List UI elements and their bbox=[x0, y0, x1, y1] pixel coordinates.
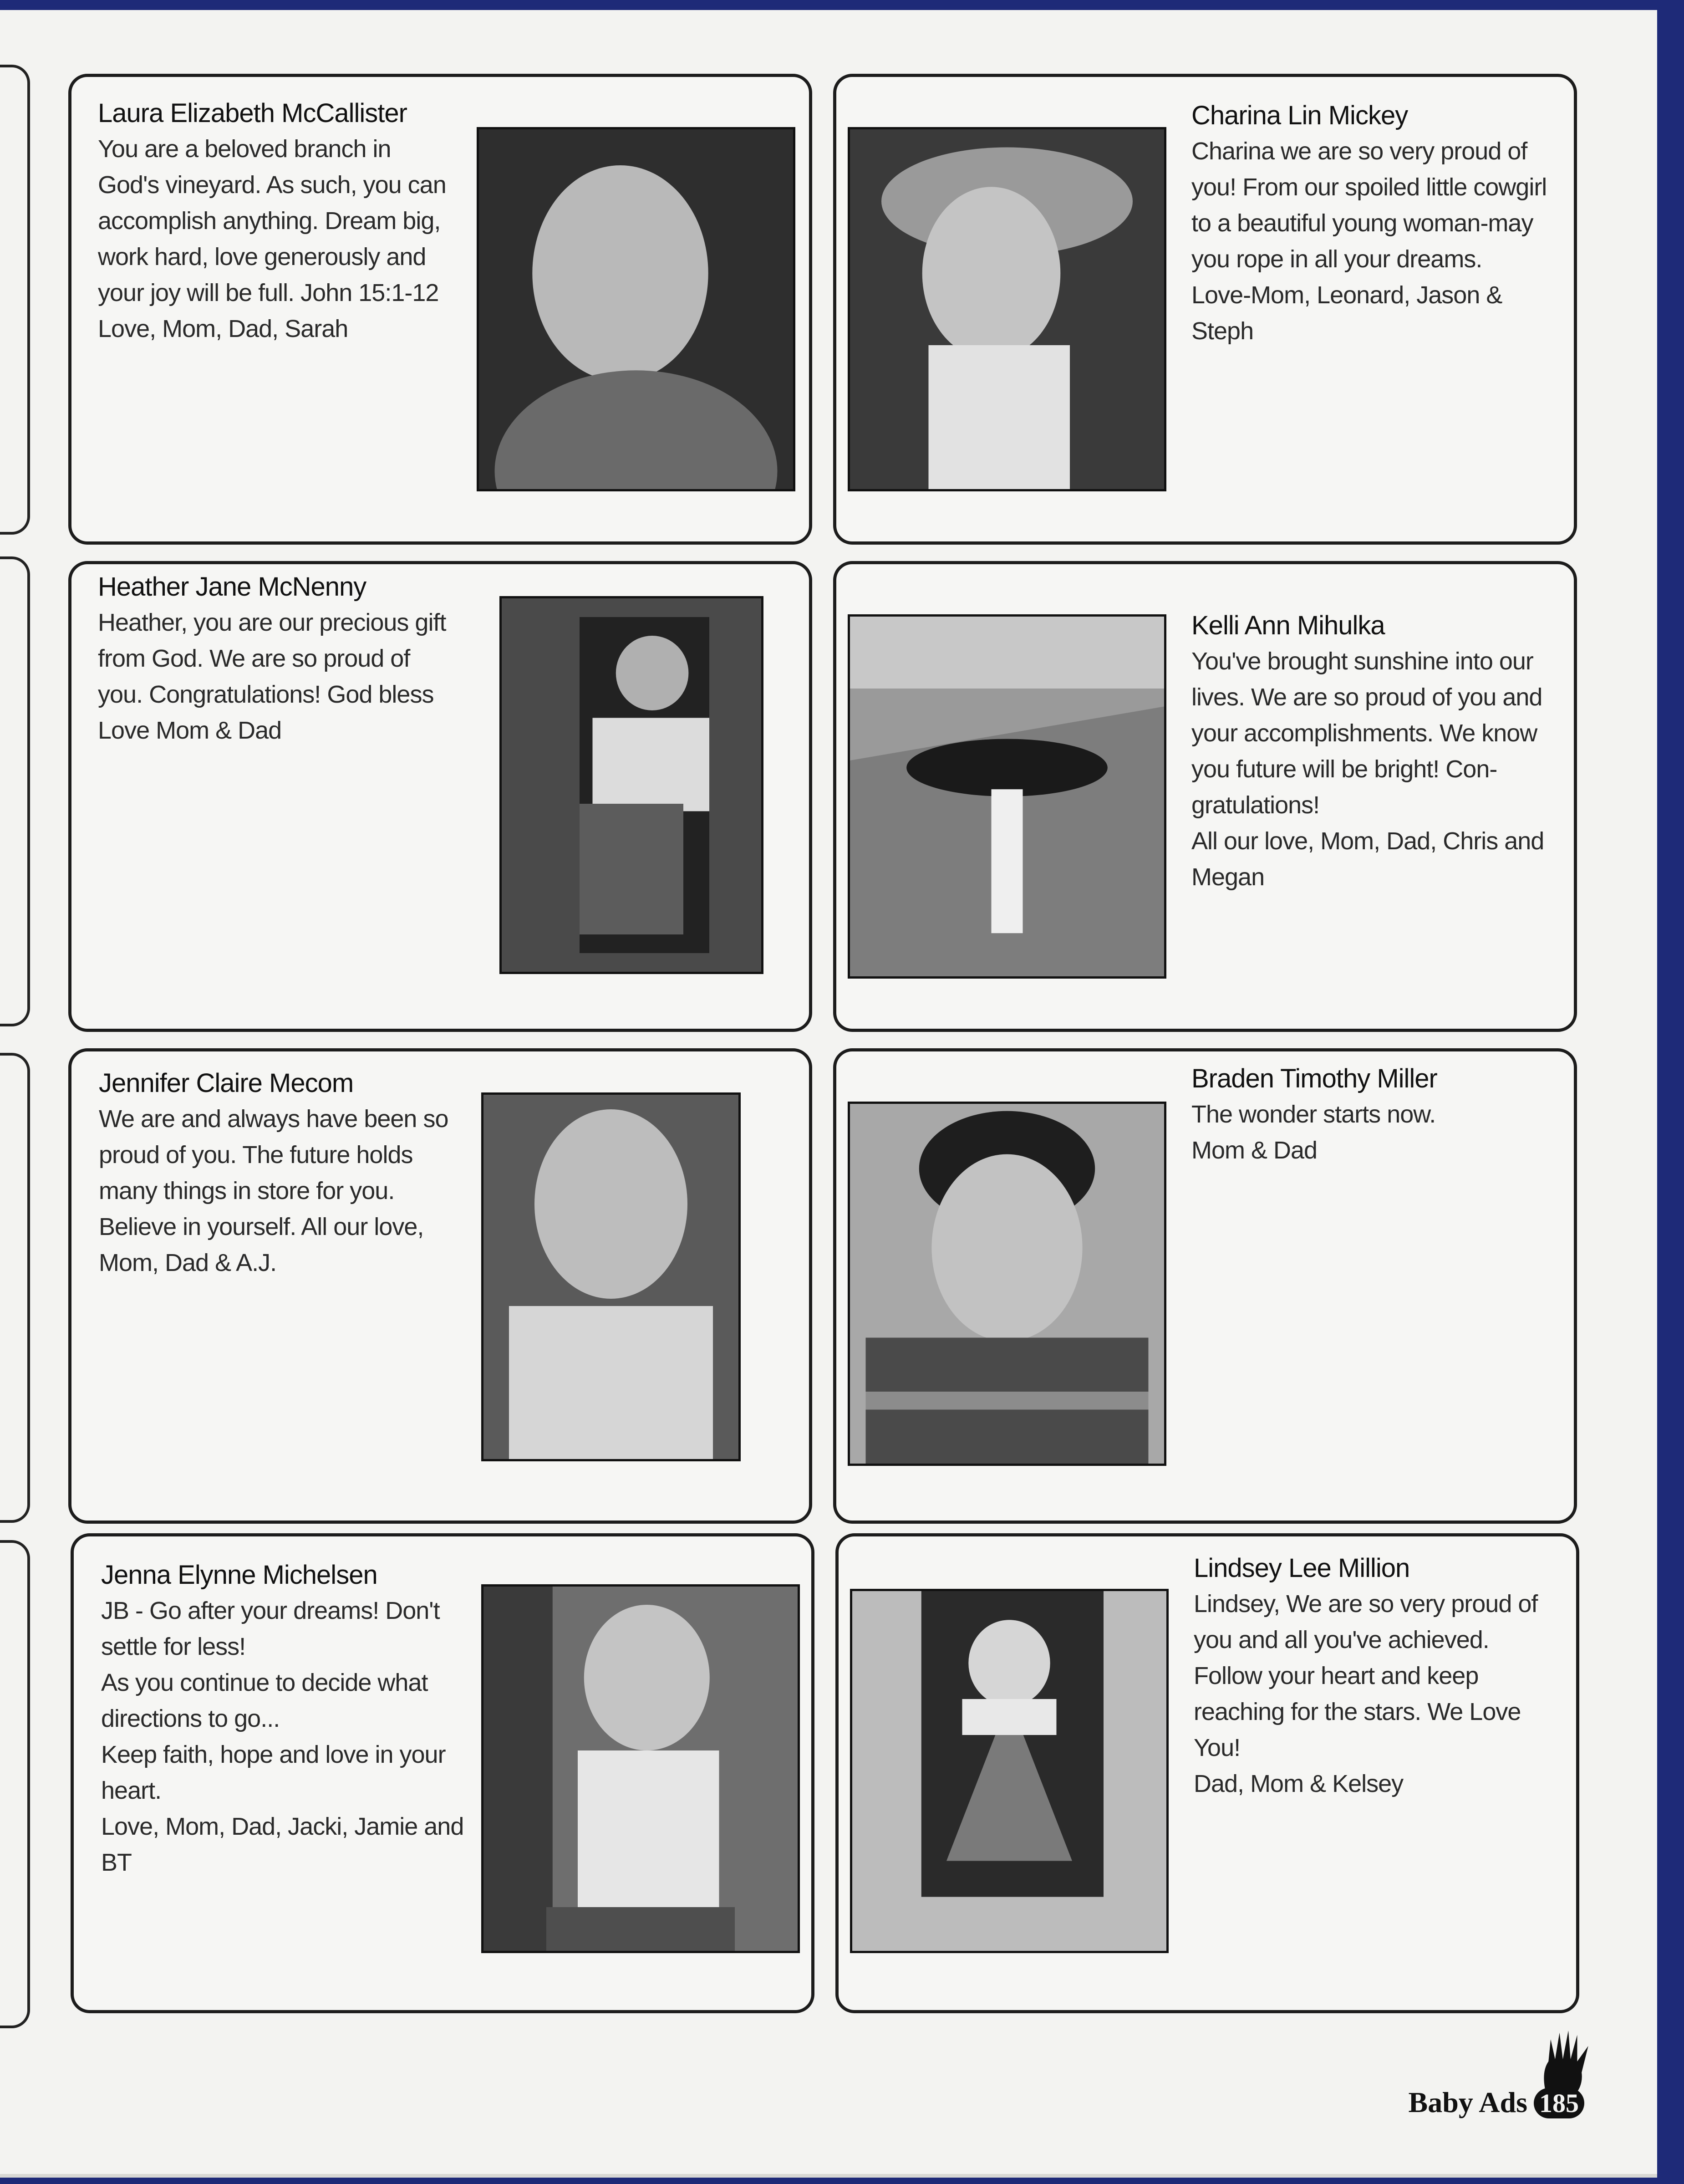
section-label: Baby Ads bbox=[1408, 2086, 1527, 2118]
ad-line: Dad, Mom & Kelsey bbox=[1194, 1770, 1404, 1797]
page-footer bbox=[1409, 2086, 1584, 2119]
ad-line: from God. We are so proud of bbox=[98, 645, 410, 672]
ad-line: lives. We are so proud of you and bbox=[1191, 684, 1542, 711]
baby-ad-card bbox=[71, 1533, 814, 2013]
ad-name: Jenna Elynne Michelsen bbox=[101, 1560, 377, 1590]
page-number: 185 bbox=[1534, 2088, 1584, 2118]
baby-photo bbox=[848, 614, 1166, 979]
ad-line: JB - Go after your dreams! Don't bbox=[101, 1597, 440, 1624]
ad-line: your joy will be full. John 15:1-12 bbox=[98, 279, 439, 306]
spine-tab bbox=[0, 556, 30, 1026]
baby-photo bbox=[499, 596, 763, 974]
ad-line: to a beautiful young woman-may bbox=[1191, 209, 1533, 237]
ad-line: your accomplishments. We know bbox=[1191, 719, 1537, 747]
ad-line: you! From our spoiled little cowgirl bbox=[1191, 173, 1547, 201]
ad-text bbox=[1191, 1061, 1565, 1169]
ad-line: Love-Mom, Leonard, Jason & Steph bbox=[1191, 281, 1502, 345]
baby-ad-card bbox=[833, 561, 1577, 1032]
ad-text bbox=[98, 95, 508, 347]
baby-ad-card bbox=[833, 1048, 1577, 1524]
ad-line: You've brought sunshine into our bbox=[1191, 648, 1533, 675]
ad-line: Keep faith, hope and love in your bbox=[101, 1741, 446, 1768]
ad-text bbox=[1191, 97, 1565, 349]
ad-line: gratulations! bbox=[1191, 791, 1320, 819]
ad-name: Jennifer Claire Mecom bbox=[99, 1068, 354, 1098]
ad-line: All our love, Mom, Dad, Chris and bbox=[1191, 827, 1544, 855]
baby-ad-card bbox=[833, 74, 1577, 545]
ad-line: BT bbox=[101, 1849, 132, 1876]
ad-line: Love Mom & Dad bbox=[98, 717, 282, 744]
ad-text bbox=[98, 569, 499, 749]
baby-photo bbox=[481, 1092, 741, 1461]
ad-line: Heather, you are our precious gift bbox=[98, 609, 446, 636]
ad-line: you. Congratulations! God bless bbox=[98, 681, 434, 708]
baby-photo bbox=[850, 1589, 1169, 1953]
ad-line: work hard, love generously and bbox=[98, 243, 426, 270]
ad-line: As you continue to decide what bbox=[101, 1669, 428, 1696]
ad-name: Heather Jane McNenny bbox=[98, 572, 366, 602]
ad-line: You! bbox=[1194, 1734, 1241, 1761]
ad-name: Charina Lin Mickey bbox=[1191, 101, 1408, 130]
ad-line: Megan bbox=[1191, 863, 1265, 891]
ad-line: reaching for the stars. We Love bbox=[1194, 1698, 1521, 1725]
ad-text bbox=[1191, 607, 1565, 895]
ad-line: directions to go... bbox=[101, 1705, 280, 1732]
baby-photo bbox=[477, 127, 795, 491]
ad-text bbox=[99, 1065, 499, 1281]
ad-line: you rope in all your dreams. bbox=[1191, 245, 1482, 273]
ad-line: you and all you've achieved. bbox=[1194, 1626, 1489, 1653]
baby-ad-card bbox=[68, 1048, 812, 1524]
ad-line: Love, Mom, Dad, Sarah bbox=[98, 315, 348, 342]
baby-photo bbox=[848, 1102, 1166, 1466]
ad-line: Love, Mom, Dad, Jacki, Jamie and bbox=[101, 1813, 464, 1840]
ad-text bbox=[101, 1557, 502, 1881]
ad-line: Lindsey, We are so very proud of bbox=[1194, 1590, 1538, 1618]
baby-photo bbox=[481, 1584, 800, 1953]
ad-line: you future will be bright! Con- bbox=[1191, 755, 1497, 783]
baby-ad-card bbox=[835, 1533, 1579, 2013]
spine-tab bbox=[0, 1053, 30, 1523]
ad-line: We are and always have been so bbox=[99, 1105, 448, 1133]
ad-line: Follow your heart and keep bbox=[1194, 1662, 1479, 1689]
ad-line: Charina we are so very proud of bbox=[1191, 138, 1527, 165]
ad-name: Lindsey Lee Million bbox=[1194, 1553, 1410, 1583]
ad-line: Mom, Dad & A.J. bbox=[99, 1249, 277, 1276]
spine-tab bbox=[0, 65, 30, 535]
ad-line: heart. bbox=[101, 1777, 162, 1804]
ad-line: Believe in yourself. All our love, bbox=[99, 1213, 424, 1240]
ad-text bbox=[1194, 1550, 1567, 1802]
ad-line: You are a beloved branch in bbox=[98, 135, 391, 163]
ad-name: Braden Timothy Miller bbox=[1191, 1064, 1437, 1093]
spine-tab bbox=[0, 1540, 30, 2028]
baby-ad-card bbox=[68, 74, 812, 545]
ad-line: accomplish anything. Dream big, bbox=[98, 207, 441, 235]
yearbook-page bbox=[0, 10, 1657, 2178]
ad-name: Laura Elizabeth McCallister bbox=[98, 98, 407, 128]
ad-line: God's vineyard. As such, you can bbox=[98, 171, 446, 199]
baby-ad-card bbox=[68, 561, 812, 1032]
baby-photo bbox=[848, 127, 1166, 491]
ad-line: Mom & Dad bbox=[1191, 1137, 1318, 1164]
ad-line: proud of you. The future holds bbox=[99, 1141, 413, 1169]
ad-line: settle for less! bbox=[101, 1633, 246, 1660]
ad-line: many things in store for you. bbox=[99, 1177, 395, 1204]
ad-name: Kelli Ann Mihulka bbox=[1191, 611, 1385, 640]
ad-line: The wonder starts now. bbox=[1191, 1101, 1436, 1128]
